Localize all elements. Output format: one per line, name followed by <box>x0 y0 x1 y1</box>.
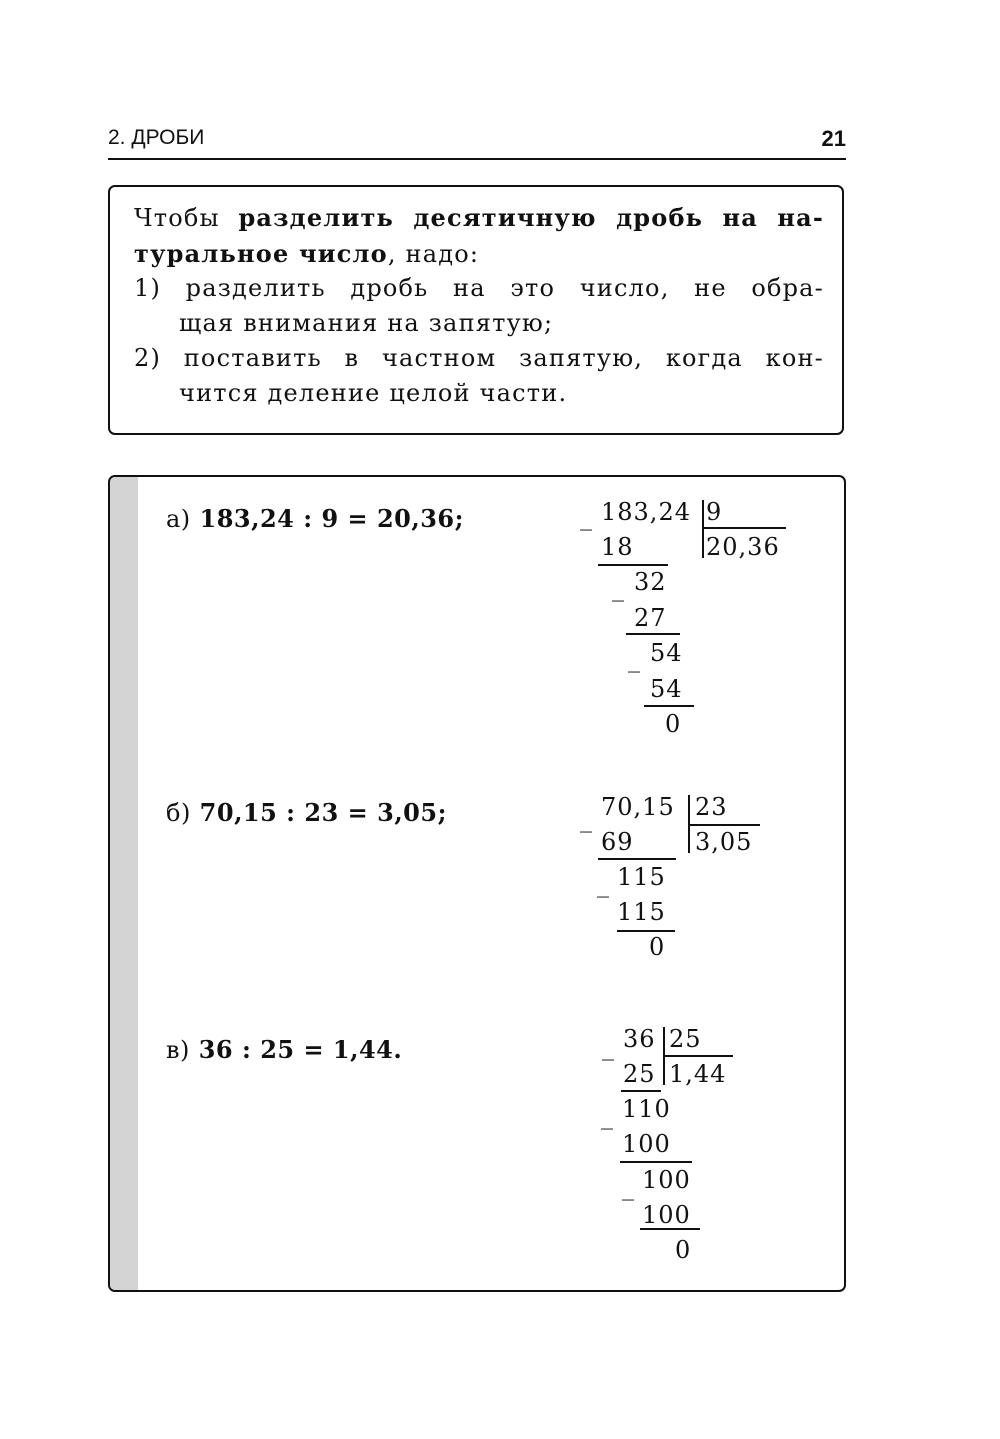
rule-item-2: 2) поставить в частном запятую, когда кон- <box>134 344 824 372</box>
subtraction-line <box>640 1228 700 1230</box>
quotient-line <box>702 527 786 529</box>
step: 18 <box>601 533 634 561</box>
minus-sign: _ <box>628 645 640 673</box>
subtraction-line <box>626 633 680 635</box>
quotient: 20,36 <box>706 533 780 561</box>
section-title: 2. ДРОБИ <box>108 126 205 149</box>
subtraction-line <box>621 1090 661 1092</box>
rule-line-2 <box>134 239 479 268</box>
quotient: 1,44 <box>669 1060 727 1088</box>
divisor: 9 <box>706 498 723 526</box>
quotient-line <box>663 1055 733 1057</box>
step: 69 <box>601 828 634 856</box>
step: 110 <box>622 1095 671 1123</box>
remainder: 0 <box>675 1236 692 1264</box>
divisor: 23 <box>695 793 728 821</box>
expression: 36 : 25 = 1,44. <box>198 1035 403 1064</box>
dividend: 36 <box>623 1025 656 1053</box>
quotient-line <box>688 824 760 826</box>
rule-item-1: 1) разделить дробь на это число, не обра- <box>134 274 824 302</box>
step: 54 <box>650 675 683 703</box>
example-c-equation <box>166 1035 402 1064</box>
minus-sign: _ <box>612 574 624 602</box>
rule-item-1-cont: щая внимания на запятую; <box>179 309 554 337</box>
example-a-equation <box>166 504 464 533</box>
header-divider <box>108 158 846 160</box>
minus-sign: _ <box>602 1033 614 1061</box>
step: 25 <box>623 1060 656 1088</box>
step: 100 <box>642 1166 691 1194</box>
subtraction-line <box>644 705 694 707</box>
step: 115 <box>617 898 666 926</box>
rule-rest: , надо: <box>387 240 480 268</box>
step: 27 <box>634 604 667 632</box>
example-label: а) <box>166 505 191 533</box>
subtraction-line <box>598 564 668 566</box>
expression: 183,24 : 9 = 20,36; <box>199 504 464 533</box>
rule-intro: Чтобы <box>134 204 239 232</box>
example-b-equation <box>166 798 447 827</box>
dividend: 70,15 <box>601 793 675 821</box>
rule-line-1 <box>134 203 824 232</box>
subtraction-line <box>598 858 676 860</box>
example-label: б) <box>166 799 191 827</box>
remainder: 0 <box>665 710 682 738</box>
divisor: 25 <box>669 1025 702 1053</box>
rule-bold-1: разделить десятичную дробь на на- <box>238 203 824 232</box>
examples-box <box>108 475 846 1292</box>
minus-sign: _ <box>601 1102 613 1130</box>
division-bracket <box>702 500 704 558</box>
side-stripe <box>110 477 138 1290</box>
quotient: 3,05 <box>695 828 753 856</box>
remainder: 0 <box>649 933 666 961</box>
step: 115 <box>617 863 666 891</box>
minus-sign: _ <box>597 870 609 898</box>
subtraction-line <box>620 1161 692 1163</box>
minus-sign: _ <box>580 805 592 833</box>
minus-sign: _ <box>580 503 592 531</box>
minus-sign: _ <box>622 1173 634 1201</box>
step: 100 <box>622 1130 671 1158</box>
example-label: в) <box>166 1036 190 1064</box>
step: 54 <box>650 639 683 667</box>
step: 100 <box>642 1201 691 1229</box>
subtraction-line <box>617 930 675 932</box>
dividend: 183,24 <box>601 498 691 526</box>
rule-item-2-cont: чится деление целой части. <box>179 379 568 407</box>
expression: 70,15 : 23 = 3,05; <box>199 798 447 827</box>
page-number: 21 <box>821 126 846 151</box>
rule-bold-2: туральное число <box>134 239 388 268</box>
step: 32 <box>634 568 667 596</box>
